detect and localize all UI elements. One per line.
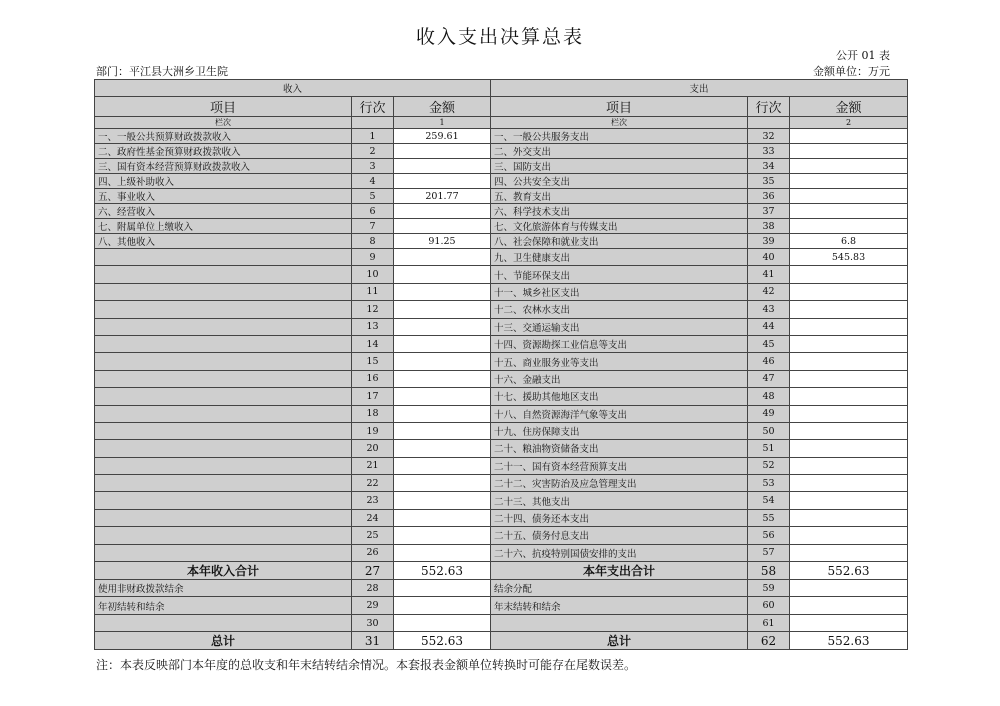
income-amount-cell: 259.61	[394, 129, 491, 144]
income-rowno-cell: 12	[352, 301, 394, 318]
expense-amount-cell	[790, 388, 908, 405]
income-col-number: 1	[394, 117, 491, 129]
table-row	[95, 405, 908, 422]
table-row	[95, 335, 908, 352]
expense-amount-cell	[790, 544, 908, 561]
income-amount-cell	[394, 370, 491, 387]
footnote: 注：本表反映部门本年度的总收支和年末结转结余情况。本套报表金额单位转换时可能存在尾数误差。	[96, 658, 637, 672]
income-rowno-cell: 21	[352, 457, 394, 474]
income-item-cell	[95, 492, 352, 509]
income-item-cell: 八、其他收入	[95, 234, 352, 249]
expense-rowno-cell: 32	[748, 129, 790, 144]
expense-item-cell: 年末结转和结余	[491, 597, 748, 614]
income-amount-cell: 201.77	[394, 189, 491, 204]
income-lanci-blank	[352, 117, 394, 129]
income-rowno-cell: 2	[352, 144, 394, 159]
income-rowno-cell: 4	[352, 174, 394, 189]
income-item-cell	[95, 370, 352, 387]
expense-rowno-cell: 39	[748, 234, 790, 249]
expense-amount-cell: 552.63	[790, 562, 908, 580]
expense-amount-cell: 545.83	[790, 249, 908, 266]
income-rowno-cell: 7	[352, 219, 394, 234]
expense-item-cell: 二十一、国有资本经营预算支出	[491, 457, 748, 474]
expense-amount-cell	[790, 580, 908, 597]
income-item-cell: 五、事业收入	[95, 189, 352, 204]
expense-rowno-cell: 56	[748, 527, 790, 544]
expense-amount-cell	[790, 475, 908, 492]
expense-amount-cell	[790, 492, 908, 509]
income-item-cell: 一、一般公共预算财政拨款收入	[95, 129, 352, 144]
income-item-cell: 二、政府性基金预算财政拨款收入	[95, 144, 352, 159]
income-amount-cell	[394, 509, 491, 526]
expense-item-cell: 十八、自然资源海洋气象等支出	[491, 405, 748, 422]
income-amount-cell	[394, 301, 491, 318]
table-row	[95, 144, 908, 159]
income-rowno-cell: 3	[352, 159, 394, 174]
table-row	[95, 457, 908, 474]
expense-amount-cell	[790, 614, 908, 631]
income-rowno-cell: 22	[352, 475, 394, 492]
expense-item-cell: 十四、资源勘探工业信息等支出	[491, 335, 748, 352]
expense-item-cell: 十、节能环保支出	[491, 266, 748, 283]
income-item-cell: 使用非财政拨款结余	[95, 580, 352, 597]
expense-amount-cell	[790, 144, 908, 159]
expense-item-cell: 二、外交支出	[491, 144, 748, 159]
income-rowno-cell: 11	[352, 283, 394, 300]
expense-rowno-cell: 57	[748, 544, 790, 561]
income-item-cell	[95, 266, 352, 283]
table-row	[95, 422, 908, 439]
income-rowno-cell: 5	[352, 189, 394, 204]
income-section-header: 收入	[95, 80, 491, 97]
income-rowno-cell: 18	[352, 405, 394, 422]
expense-item-cell: 二十、粮油物资储备支出	[491, 440, 748, 457]
income-amount-cell: 552.63	[394, 562, 491, 580]
income-amount-cell	[394, 422, 491, 439]
expense-rowno-cell: 35	[748, 174, 790, 189]
expense-item-cell: 十二、农林水支出	[491, 301, 748, 318]
income-item-cell: 总计	[95, 632, 352, 650]
income-rowno-cell: 15	[352, 353, 394, 370]
expense-item-cell: 五、教育支出	[491, 189, 748, 204]
expense-item-cell: 结余分配	[491, 580, 748, 597]
expense-amount-cell	[790, 370, 908, 387]
expense-item-cell: 八、社会保障和就业支出	[491, 234, 748, 249]
expense-item-cell	[491, 614, 748, 631]
expense-amount-cell	[790, 597, 908, 614]
income-amount-cell	[394, 544, 491, 561]
income-amount-cell	[394, 475, 491, 492]
expense-amount-cell	[790, 174, 908, 189]
income-item-cell	[95, 475, 352, 492]
table-row	[95, 492, 908, 509]
income-item-cell	[95, 249, 352, 266]
income-rowno-cell: 1	[352, 129, 394, 144]
expense-rowno-cell: 42	[748, 283, 790, 300]
expense-rowno-cell: 46	[748, 353, 790, 370]
income-rowno-cell: 10	[352, 266, 394, 283]
income-amount-cell	[394, 580, 491, 597]
income-item-cell: 年初结转和结余	[95, 597, 352, 614]
table-row	[95, 509, 908, 526]
income-rowno-cell: 23	[352, 492, 394, 509]
expense-amount-cell: 552.63	[790, 632, 908, 650]
income-lanci-label: 栏次	[95, 117, 352, 129]
table-row	[95, 174, 908, 189]
income-amount-cell	[394, 440, 491, 457]
department-label: 部门：平江县大洲乡卫生院	[96, 65, 228, 78]
income-amount-cell	[394, 405, 491, 422]
table-row	[95, 440, 908, 457]
income-rowno-cell: 24	[352, 509, 394, 526]
income-amount-cell	[394, 159, 491, 174]
expense-rowno-cell: 44	[748, 318, 790, 335]
income-item-cell	[95, 509, 352, 526]
income-rowno-cell: 29	[352, 597, 394, 614]
income-rowno-cell: 30	[352, 614, 394, 631]
table-row	[95, 475, 908, 492]
expense-item-cell: 二十二、灾害防治及应急管理支出	[491, 475, 748, 492]
income-item-cell	[95, 301, 352, 318]
expense-amount-cell	[790, 189, 908, 204]
expense-amount-cell	[790, 266, 908, 283]
income-rowno-cell: 26	[352, 544, 394, 561]
expense-rowno-cell: 51	[748, 440, 790, 457]
expense-item-cell: 二十六、抗疫特别国债安排的支出	[491, 544, 748, 561]
expense-rowno-cell: 41	[748, 266, 790, 283]
expense-amount-cell	[790, 204, 908, 219]
expense-amount-cell: 6.8	[790, 234, 908, 249]
expense-amount-cell	[790, 335, 908, 352]
expense-item-cell: 总计	[491, 632, 748, 650]
expense-item-cell: 一、一般公共服务支出	[491, 129, 748, 144]
expense-rowno-header: 行次	[748, 97, 790, 117]
table-row	[95, 234, 908, 249]
expense-amount-cell	[790, 527, 908, 544]
expense-rowno-cell: 37	[748, 204, 790, 219]
expense-item-cell: 十五、商业服务业等支出	[491, 353, 748, 370]
expense-section-header: 支出	[491, 80, 908, 97]
income-amount-cell: 552.63	[394, 632, 491, 650]
expense-item-cell: 十七、援助其他地区支出	[491, 388, 748, 405]
expense-amount-cell	[790, 318, 908, 335]
income-amount-cell	[394, 219, 491, 234]
income-item-cell: 七、附属单位上缴收入	[95, 219, 352, 234]
income-amount-cell	[394, 353, 491, 370]
income-item-cell	[95, 283, 352, 300]
expense-amount-cell	[790, 159, 908, 174]
expense-rowno-cell: 48	[748, 388, 790, 405]
table-row	[95, 580, 908, 597]
table-row	[95, 189, 908, 204]
income-amount-cell	[394, 614, 491, 631]
expense-rowno-cell: 38	[748, 219, 790, 234]
expense-col-number: 2	[790, 117, 908, 129]
expense-lanci-label: 栏次	[491, 117, 748, 129]
table-row	[95, 318, 908, 335]
expense-rowno-cell: 45	[748, 335, 790, 352]
expense-item-cell: 七、文化旅游体育与传媒支出	[491, 219, 748, 234]
table-row	[95, 597, 908, 614]
expense-rowno-cell: 33	[748, 144, 790, 159]
expense-rowno-cell: 55	[748, 509, 790, 526]
expense-rowno-cell: 60	[748, 597, 790, 614]
income-item-header: 项目	[95, 97, 352, 117]
income-item-cell: 本年收入合计	[95, 562, 352, 580]
income-rowno-cell: 17	[352, 388, 394, 405]
income-rowno-cell: 31	[352, 632, 394, 650]
expense-item-cell: 六、科学技术支出	[491, 204, 748, 219]
income-rowno-header: 行次	[352, 97, 394, 117]
income-item-cell: 六、经营收入	[95, 204, 352, 219]
page-title: 收入支出决算总表	[415, 26, 584, 48]
expense-item-cell: 十一、城乡社区支出	[491, 283, 748, 300]
table-row	[95, 527, 908, 544]
table-row	[95, 219, 908, 234]
income-amount-cell	[394, 283, 491, 300]
expense-amount-cell	[790, 283, 908, 300]
income-amount-cell	[394, 388, 491, 405]
income-item-cell: 四、上级补助收入	[95, 174, 352, 189]
table-row	[95, 129, 908, 144]
income-rowno-cell: 28	[352, 580, 394, 597]
total-row	[95, 632, 908, 650]
income-amount-cell	[394, 144, 491, 159]
expense-item-cell: 三、国防支出	[491, 159, 748, 174]
table-row	[95, 159, 908, 174]
table-row	[95, 301, 908, 318]
income-item-cell	[95, 457, 352, 474]
income-rowno-cell: 8	[352, 234, 394, 249]
expense-item-cell: 十六、金融支出	[491, 370, 748, 387]
form-number: 公开 01 表	[836, 49, 890, 62]
expense-rowno-cell: 61	[748, 614, 790, 631]
income-amount-cell	[394, 318, 491, 335]
expense-amount-cell	[790, 301, 908, 318]
income-amount-cell	[394, 492, 491, 509]
income-item-cell: 三、国有资本经营预算财政拨款收入	[95, 159, 352, 174]
income-amount-cell	[394, 266, 491, 283]
budget-summary-table	[94, 79, 908, 650]
expense-item-cell: 二十五、债务付息支出	[491, 527, 748, 544]
table-row	[95, 204, 908, 219]
expense-item-cell: 本年支出合计	[491, 562, 748, 580]
expense-amount-cell	[790, 509, 908, 526]
income-rowno-cell: 25	[352, 527, 394, 544]
expense-rowno-cell: 34	[748, 159, 790, 174]
expense-rowno-cell: 49	[748, 405, 790, 422]
expense-item-cell: 二十四、债务还本支出	[491, 509, 748, 526]
table-row	[95, 353, 908, 370]
income-rowno-cell: 20	[352, 440, 394, 457]
income-item-cell	[95, 335, 352, 352]
expense-rowno-cell: 50	[748, 422, 790, 439]
subtotal-row	[95, 562, 908, 580]
income-rowno-cell: 14	[352, 335, 394, 352]
amount-unit-label: 金额单位：万元	[813, 65, 890, 78]
expense-rowno-cell: 62	[748, 632, 790, 650]
income-rowno-cell: 27	[352, 562, 394, 580]
table-row	[95, 614, 908, 631]
expense-amount-cell	[790, 405, 908, 422]
expense-rowno-cell: 43	[748, 301, 790, 318]
expense-item-cell: 四、公共安全支出	[491, 174, 748, 189]
expense-amount-cell	[790, 353, 908, 370]
expense-rowno-cell: 52	[748, 457, 790, 474]
expense-amount-cell	[790, 440, 908, 457]
expense-rowno-cell: 59	[748, 580, 790, 597]
income-rowno-cell: 16	[352, 370, 394, 387]
expense-item-cell: 九、卫生健康支出	[491, 249, 748, 266]
expense-amount-cell	[790, 422, 908, 439]
income-item-cell	[95, 440, 352, 457]
expense-rowno-cell: 54	[748, 492, 790, 509]
income-amount-cell	[394, 597, 491, 614]
table-row	[95, 370, 908, 387]
expense-lanci-blank	[748, 117, 790, 129]
income-amount-cell: 91.25	[394, 234, 491, 249]
table-row	[95, 266, 908, 283]
income-amount-header: 金额	[394, 97, 491, 117]
income-item-cell	[95, 544, 352, 561]
expense-item-cell: 十三、交通运输支出	[491, 318, 748, 335]
income-item-cell	[95, 353, 352, 370]
income-item-cell	[95, 614, 352, 631]
income-item-cell	[95, 527, 352, 544]
table-row	[95, 283, 908, 300]
table-row	[95, 544, 908, 561]
expense-rowno-cell: 40	[748, 249, 790, 266]
expense-item-cell: 十九、住房保障支出	[491, 422, 748, 439]
income-item-cell	[95, 318, 352, 335]
income-rowno-cell: 19	[352, 422, 394, 439]
income-item-cell	[95, 405, 352, 422]
income-rowno-cell: 6	[352, 204, 394, 219]
expense-amount-cell	[790, 457, 908, 474]
expense-amount-header: 金额	[790, 97, 908, 117]
income-amount-cell	[394, 527, 491, 544]
income-rowno-cell: 13	[352, 318, 394, 335]
expense-item-cell: 二十三、其他支出	[491, 492, 748, 509]
income-amount-cell	[394, 249, 491, 266]
expense-amount-cell	[790, 219, 908, 234]
income-amount-cell	[394, 457, 491, 474]
expense-amount-cell	[790, 129, 908, 144]
table-row	[95, 249, 908, 266]
expense-rowno-cell: 47	[748, 370, 790, 387]
expense-rowno-cell: 58	[748, 562, 790, 580]
income-amount-cell	[394, 335, 491, 352]
income-amount-cell	[394, 204, 491, 219]
table-row	[95, 388, 908, 405]
income-amount-cell	[394, 174, 491, 189]
expense-item-header: 项目	[491, 97, 748, 117]
income-rowno-cell: 9	[352, 249, 394, 266]
expense-rowno-cell: 36	[748, 189, 790, 204]
expense-rowno-cell: 53	[748, 475, 790, 492]
income-item-cell	[95, 388, 352, 405]
income-item-cell	[95, 422, 352, 439]
